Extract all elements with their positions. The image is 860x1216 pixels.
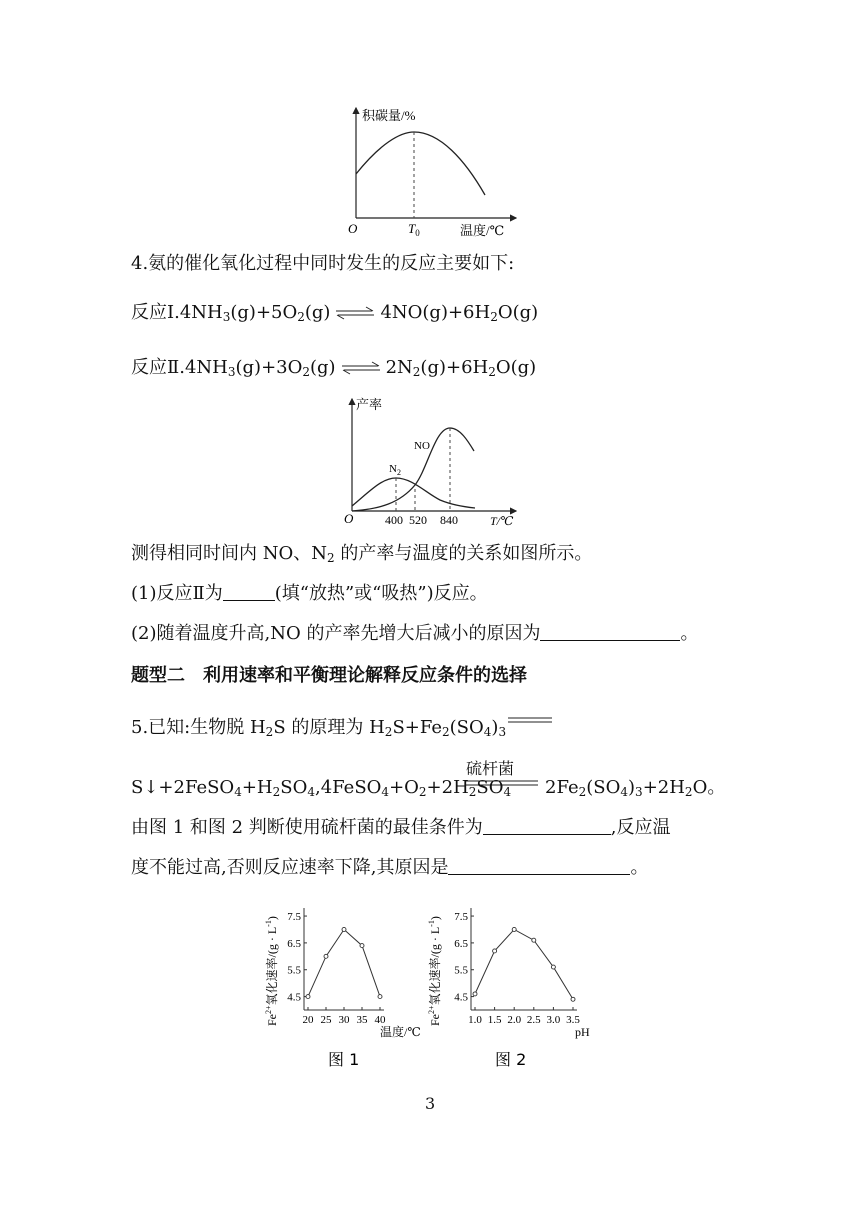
data-point — [551, 965, 555, 969]
answer-blank[interactable] — [223, 582, 275, 601]
data-point — [378, 995, 382, 999]
data-point — [360, 944, 364, 948]
plot-area — [287, 908, 386, 1026]
n2-curve — [352, 478, 475, 508]
q5-line2-products: $2Fe_2(SO_4)_3+2H_2O$。 — [545, 777, 726, 799]
data-point — [571, 997, 575, 1001]
y-axis-label: 积碳量/% — [362, 108, 416, 123]
y-axis-label: $Fe^{2+}$氧化速率$/(g \cdot L^{-1})$ — [264, 916, 279, 1026]
series-line — [475, 929, 573, 999]
figure-caption: 图 1 — [328, 1050, 360, 1069]
y-axis-label: $Fe^{2+}$氧化速率$/(g \cdot L^{-1})$ — [427, 916, 442, 1026]
y-tick-label: 4.5 — [454, 991, 468, 1004]
origin-label: O — [348, 221, 358, 236]
x-tick-label: 2.5 — [526, 1014, 541, 1026]
data-point — [306, 995, 310, 999]
x-tick-label: 1.0 — [468, 1014, 482, 1026]
no-curve — [352, 428, 474, 511]
q5-line1: 5.已知:生物脱 $H_2S$ 的原理为 $H_2S+Fe_2(SO_4)_3$ — [131, 715, 552, 740]
plot-area — [454, 908, 580, 1026]
reaction-2: 反应$Ⅱ.4NH_3(g)+3O_2(g)$ $2N_2(g)+6H_2O(g)$ — [131, 357, 537, 379]
chart-fig1 — [262, 898, 442, 1073]
yield-figure — [340, 393, 520, 533]
data-point — [473, 992, 477, 996]
y-tick-label: 5.5 — [454, 964, 468, 977]
y-tick-label: 6.5 — [454, 937, 468, 950]
q5-line3: 由图 1 和图 2 判断使用硫杆菌的最佳条件为 ,反应温 — [131, 817, 671, 838]
data-point — [324, 954, 328, 958]
y-tick-label: 4.5 — [287, 991, 301, 1004]
data-point — [342, 927, 346, 931]
x-axis-label: 温度/℃ — [460, 223, 505, 238]
y-tick-label: 7.5 — [287, 911, 301, 924]
carbon-deposition-figure — [340, 100, 530, 240]
no-label: NO — [414, 440, 430, 452]
x-tick-label: 2.0 — [507, 1014, 522, 1026]
q4-sub2: (2)随着温度升高,NO 的产率先增大后减小的原因为 。 — [131, 623, 699, 644]
x-tick-label: 3.0 — [546, 1014, 561, 1026]
equilibrium-arrow-icon — [340, 361, 382, 375]
q4-sub1: (1)反应Ⅱ为 (填“放热”或“吸热”)反应。 — [131, 583, 488, 604]
x-tick-label: 25 — [320, 1014, 332, 1026]
figure-caption: 图 2 — [495, 1050, 527, 1069]
answer-blank[interactable] — [540, 622, 680, 641]
tick-400: 400 — [385, 513, 403, 527]
x-axis-label: T/℃ — [490, 514, 514, 528]
reaction-1: 反应$Ⅰ.4NH_3(g)+5O_2(g)$ $4NO(g)+6H_2O(g)$ — [131, 302, 539, 324]
n2-label: $N_2$ — [389, 463, 401, 477]
y-axis-label: 产率 — [356, 397, 383, 412]
y-tick-label: 7.5 — [454, 911, 468, 924]
x-tick-label: 1.5 — [487, 1014, 502, 1026]
x-tick-label: 35 — [356, 1014, 368, 1026]
x-tick-label: 30 — [338, 1014, 350, 1026]
equilibrium-arrow-icon — [334, 306, 376, 320]
q4-intro: 4.氨的催化氧化过程中同时发生的反应主要如下: — [131, 253, 515, 274]
x-axis-label: 温度/℃ — [380, 1025, 421, 1039]
origin-label: O — [344, 511, 354, 526]
answer-blank[interactable] — [448, 856, 630, 875]
peak-label: $T_0$ — [408, 221, 420, 238]
data-point — [532, 938, 536, 942]
page-number: 3 — [425, 1094, 436, 1113]
carbon-curve — [356, 132, 485, 195]
chart-fig2 — [425, 898, 605, 1073]
y-tick-label: 6.5 — [287, 937, 301, 950]
q5-line4: 度不能过高,否则反应速率下降,其原因是 。 — [131, 857, 649, 878]
data-point — [512, 927, 516, 931]
tick-520: 520 — [409, 513, 427, 527]
catalyst-label: 硫杆菌 — [466, 759, 515, 778]
series-line — [308, 929, 380, 996]
data-point — [493, 949, 497, 953]
q4-measure: 测得相同时间内 NO、$N_2$ 的产率与温度的关系如图所示。 — [131, 543, 593, 565]
y-tick-label: 5.5 — [287, 964, 301, 977]
double-line-icon — [508, 715, 552, 727]
x-tick-label: 40 — [374, 1014, 386, 1026]
x-axis-label: pH — [575, 1025, 590, 1039]
tick-840: 840 — [440, 513, 458, 527]
q5-line2: $S↓+2FeSO_4+H_2SO_4,4FeSO_4+O_2+2H_2SO_4$ — [131, 777, 512, 799]
section-heading: 题型二 利用速率和平衡理论解释反应条件的选择 — [131, 665, 527, 686]
x-tick-label: 20 — [302, 1014, 314, 1026]
answer-blank[interactable] — [483, 816, 611, 835]
x-tick-label: 3.5 — [566, 1014, 580, 1026]
